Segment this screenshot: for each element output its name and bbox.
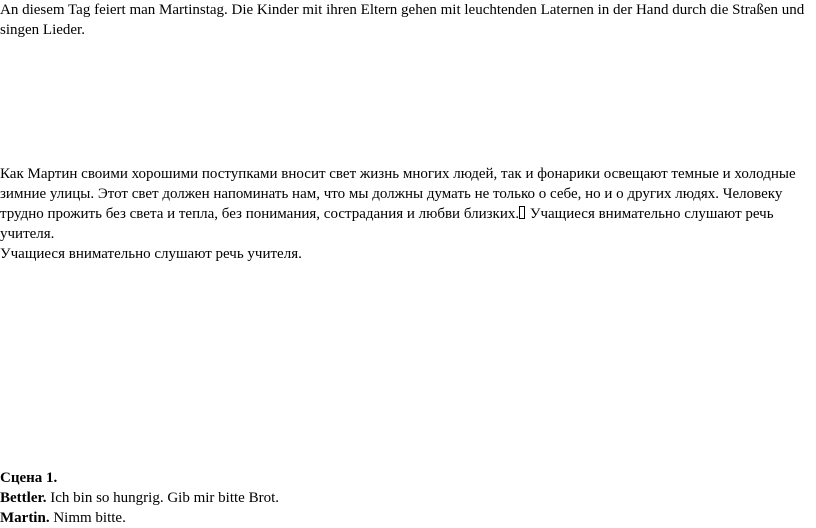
intro-paragraph bbox=[0, 0, 810, 40]
intro-text: An diesem Tag feiert man Martinstag. Die Kinder mit ihren Eltern gehen mit leuchtenden Laternen in der Hand durch die Straßen und singen Lieder. bbox=[0, 2, 805, 38]
russian-section bbox=[0, 164, 810, 264]
dialogue-text-martin: Nimm bitte. bbox=[49, 510, 126, 526]
scene-heading-text: Сцена 1. bbox=[0, 470, 58, 486]
speaker-martin: Martin. bbox=[0, 510, 50, 526]
scene-section bbox=[0, 468, 810, 528]
dialogue-text-bettler: Ich bin so hungrig. Gib mir bitte Brot. bbox=[46, 490, 279, 506]
russian-paragraph bbox=[0, 164, 810, 244]
speaker-bettler: Bettler. bbox=[0, 490, 47, 506]
russian-paragraph-tail: Учащиеся внимательно слушают речь учителя. bbox=[0, 206, 774, 242]
russian-repeat-line: Учащиеся внимательно слушают речь учителя. bbox=[0, 246, 302, 262]
scene-heading bbox=[0, 468, 810, 488]
russian-paragraph-text: Как Мартин своими хорошими поступками вносит свет жизнь многих людей, так и фонарики освещают темные и холодные зимние улицы. Этот свет должен напоминать нам, что мы должны думать не только о себе, но и о других людях. Человеку трудно прожить без света и тепла, без понимания, сострадания и любви близких. bbox=[0, 166, 796, 222]
dialogue-line-martin bbox=[0, 508, 810, 528]
missing-glyph-icon bbox=[519, 206, 525, 219]
dialogue-line-bettler bbox=[0, 488, 810, 508]
